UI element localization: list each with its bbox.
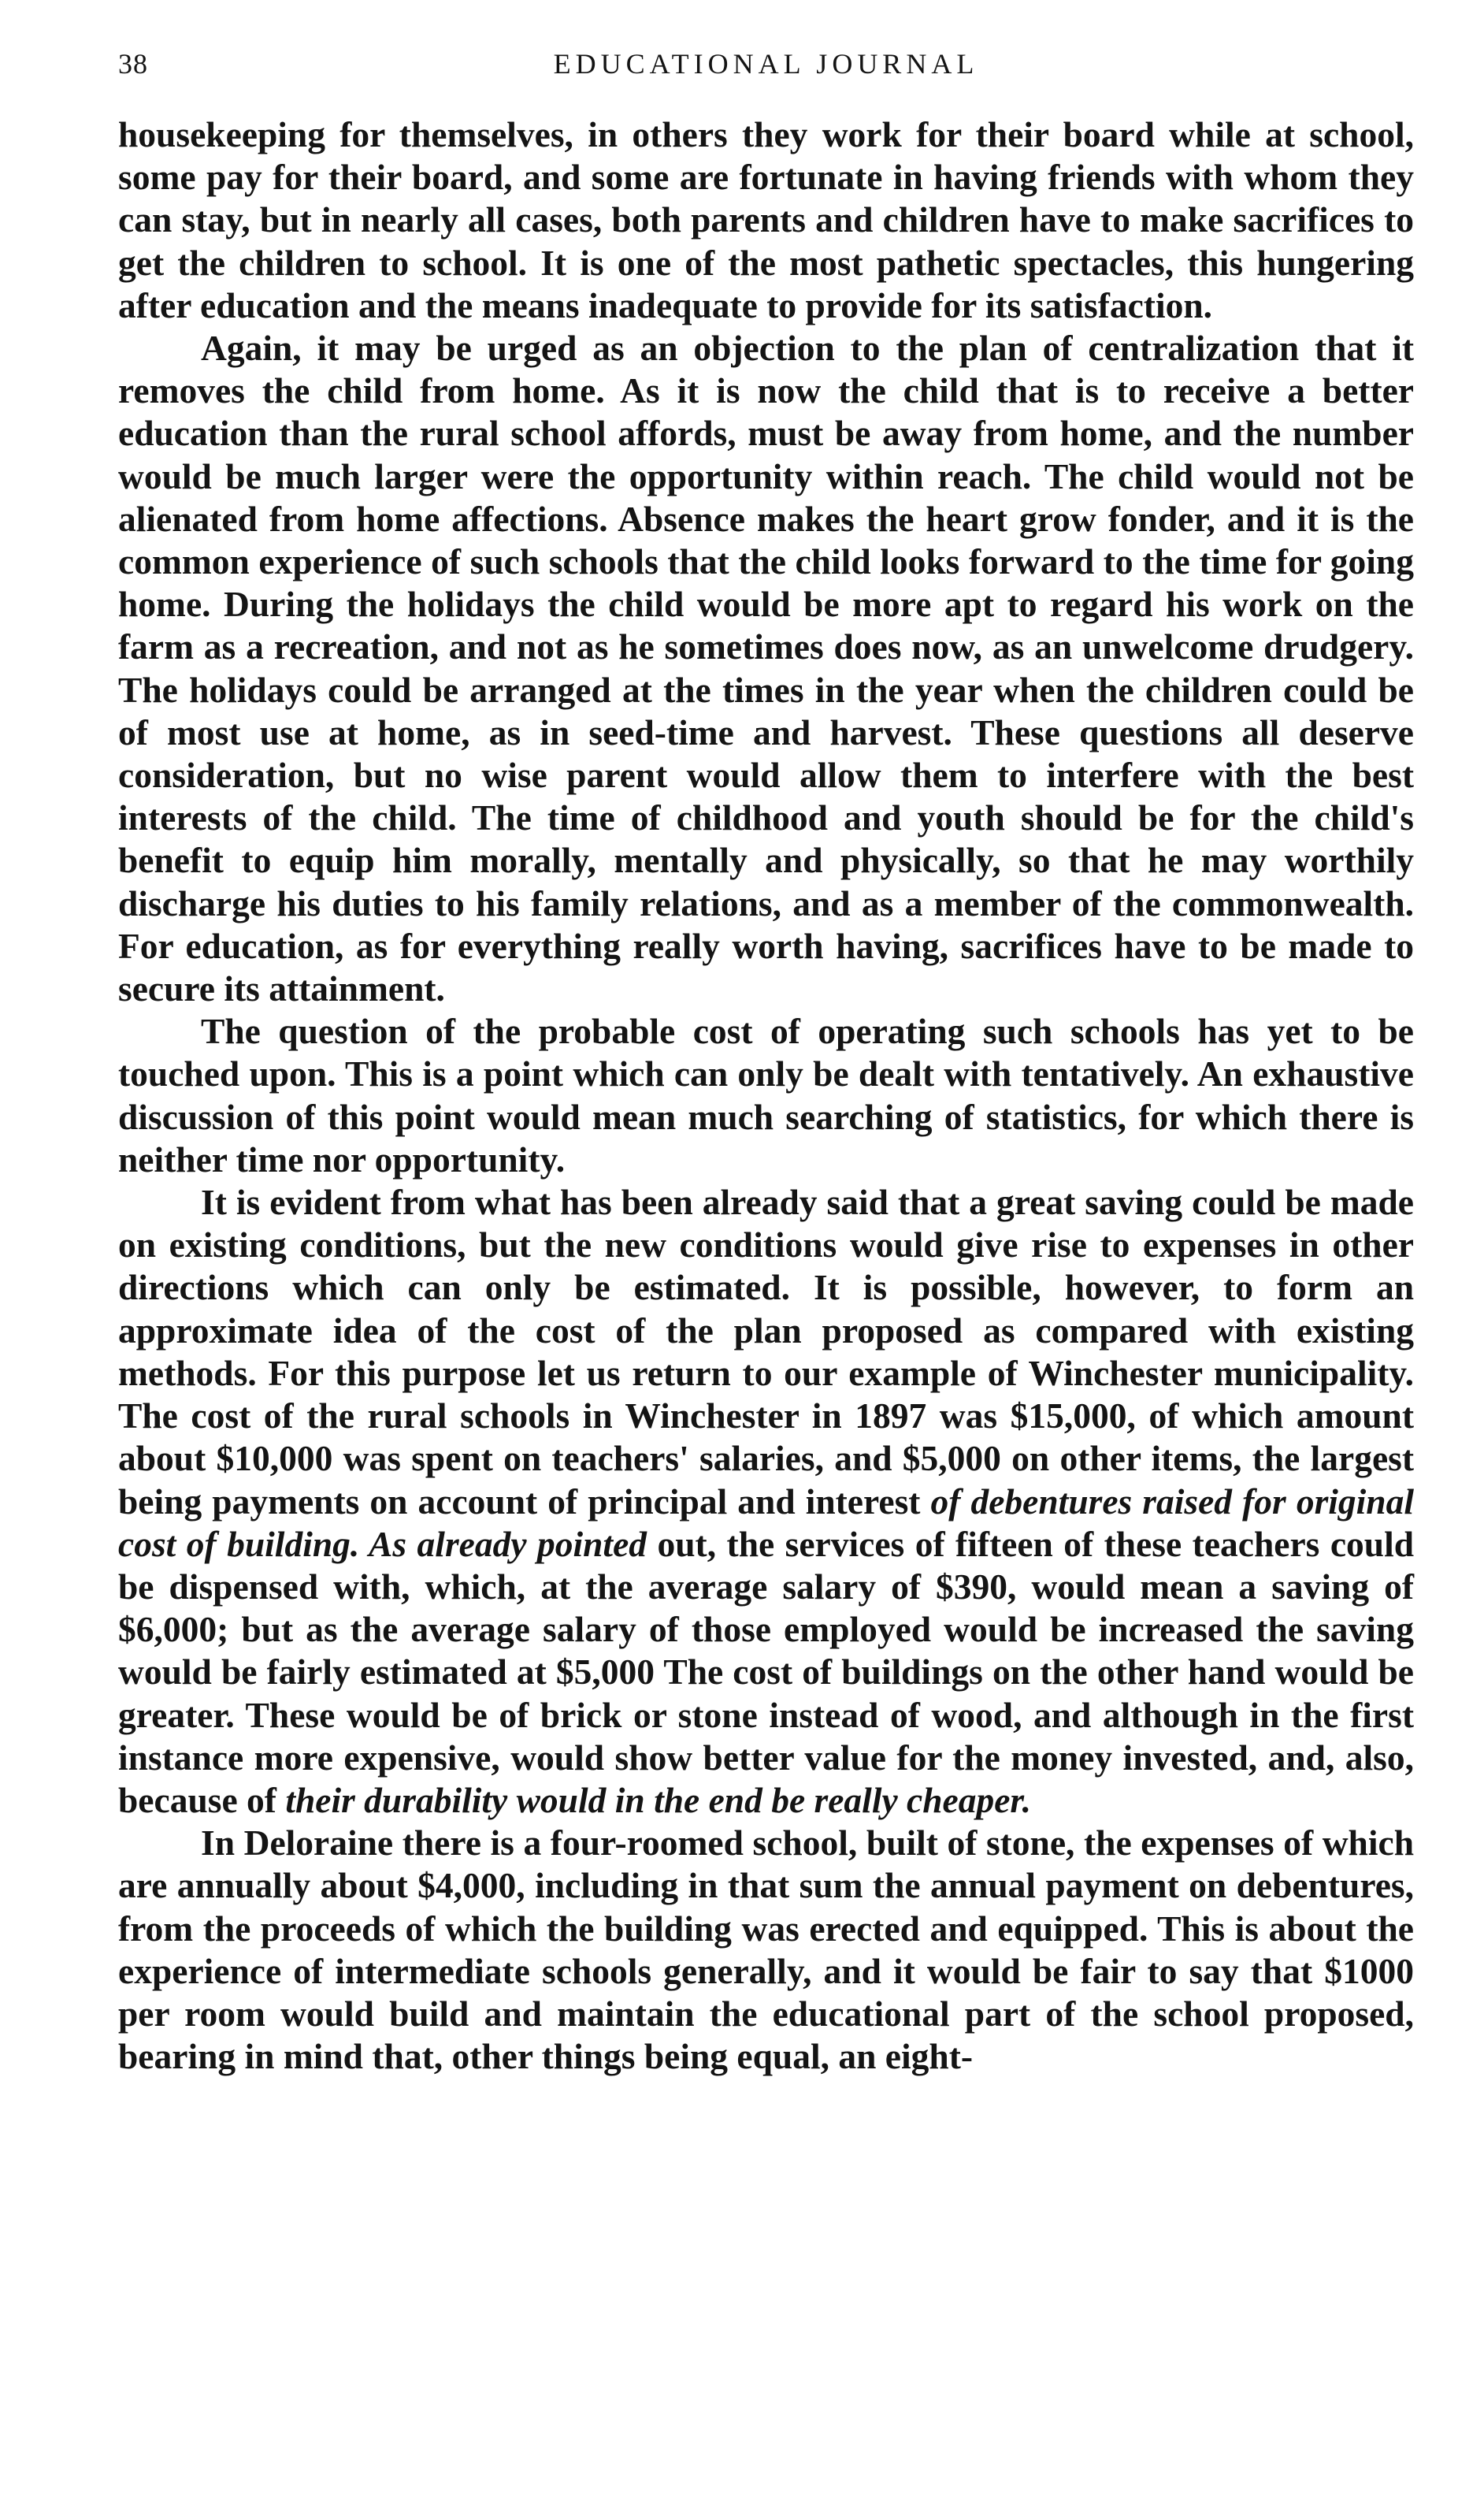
paragraph-3-text: The question of the probable cost of operating such schools has yet to be touched upon. This is a point which can only be dealt with tentatively. An exhaustive discussion of this point would mean much searching of statistics, for which there is neither time nor opportunity.	[118, 1011, 1414, 1180]
paragraph-2-text: Again, it may be urged as an objection to the plan of centralization that it removes the child from home. As it is now the child that is to receive a better education than the rural school affords, must be away from home, and the number would be much larger were the opportunity within reach. The child would not be alienated from home affections. Absence makes the heart grow fonder, and it is the common experience of such schools that the child looks forward to the time for going home. During the holidays the child would be more apt to regard his work on the farm as a recreation, and not as he sometimes does now, as an unwelcome drudgery. The holidays could be arranged at the times in the year when the children could be of most use at home, as in seed-time and harvest. These questions all deserve consideration, but no wise parent would allow them to interfere with the best interests of the child. The time of childhood and youth should be for the child's benefit to equip him morally, mentally and physically, so that he may worthily discharge his duties to his family relations, and as a member of the commonwealth. For education, as for everything really worth having, sacrifices have to be made to secure its attainment.	[118, 328, 1414, 1009]
running-head: EDUCATIONAL JOURNAL	[553, 48, 979, 80]
paragraph-1-text: housekeeping for themselves, in others they work for their board while at school, some pay for their board, and some are fortunate in having friends with whom they can stay, but in nearly all cases, both parents and children have to make sacrifices to get the children to school. It is one of the most pathetic spectacles, this hungering after education and the means inadequate to provide for its satisfaction.	[118, 114, 1414, 325]
paragraph-4-italic-2: their durability would in the end be really cheaper.	[285, 1779, 1031, 1820]
page-number: 38	[118, 48, 148, 80]
paragraph-4-text: It is evident from what has been already said that a great saving could be made on existing conditions, but the new conditions would give rise to expenses in other directions which can only be estimated. It is possible, however, to form an approximate idea of the cost of the plan proposed as compared with existing methods. For this purpose let us return to our example of Winchester municipality. The cost of the rural schools in Winchester in 1897 was $15,000, of which amount about $10,000 was spent on teachers' salaries, and $5,000 on other items, the largest being payments on account of principal and interest	[118, 1182, 1414, 1522]
paragraph-4	[118, 1181, 1414, 1822]
paragraph-4-text-2: out, the services of fifteen of these teachers could be dispensed with, which, at the average salary of $390, would mean a saving of $6,000; but as the average salary of those employed would be increased the saving would be fairly estimated at $5,000 The cost of buildings on the other hand would be greater. These would be of brick or stone instead of wood, and although in the first instance more expensive, would show better value for the money invested, and, also, because of	[118, 1523, 1415, 1820]
paragraph-2	[118, 327, 1414, 1010]
paragraph-5-text: In Deloraine there is a four-roomed school, built of stone, the expenses of which are annually about $4,000, including in that sum the annual payment on debentures, from the proceeds of which the building was erected and equipped. This is about the experience of intermediate schools generally, and it would be fair to say that $1000 per room would build and maintain the educational part of the school proposed, bearing in mind that, other things being equal, an eight-	[118, 1823, 1414, 2077]
paragraph-5	[118, 1822, 1414, 2078]
paragraph-3	[118, 1010, 1414, 1181]
paragraph-1	[118, 113, 1414, 327]
journal-page	[118, 47, 1414, 2078]
page-header	[118, 47, 1414, 102]
body-text	[118, 113, 1414, 2078]
paragraph-4-italic-1: of debentures raised for original cost of building. As already pointed	[118, 1481, 1414, 1564]
